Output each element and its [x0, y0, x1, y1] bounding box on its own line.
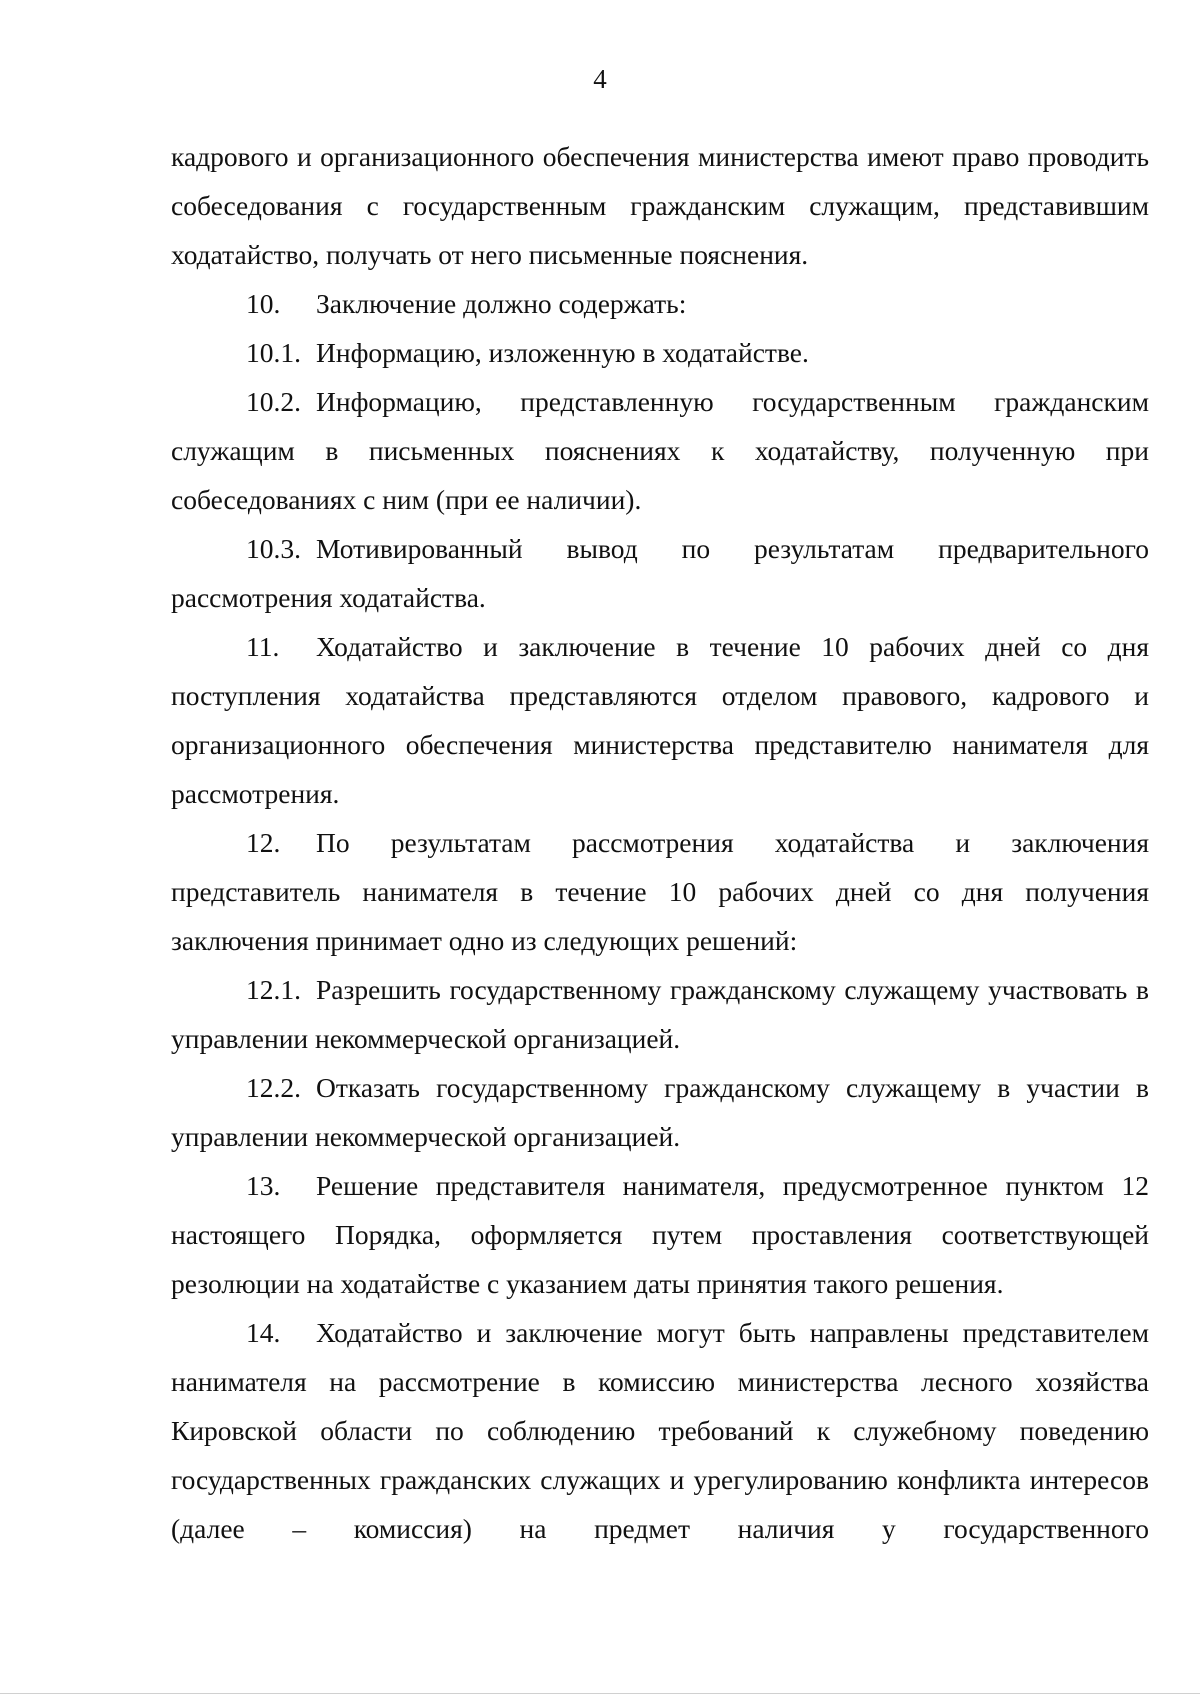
paragraph-text: Разрешить государственному гражданскому служащему участвовать в управлении некоммерческой организацией.	[171, 974, 1149, 1054]
paragraph-number: 12.1.	[246, 974, 301, 1005]
page-number: 4	[593, 64, 607, 94]
paragraph-text: Решение представителя нанимателя, предусмотренное пунктом 12 настоящего Порядка, оформляется путем проставления соответствующей резолюции на ходатайстве с указанием даты принятия такого решения.	[171, 1170, 1149, 1299]
paragraph-number: 10.1.	[246, 337, 301, 368]
paragraph-text: Мотивированный вывод по результатам предварительного рассмотрения ходатайства.	[171, 533, 1149, 613]
paragraph-number: 12.2.	[246, 1072, 301, 1103]
paragraph-12-1	[171, 965, 1149, 1063]
paragraph-number: 10.3.	[246, 533, 301, 564]
paragraph-14	[171, 1308, 1149, 1553]
paragraph-text: Информацию, изложенную в ходатайстве.	[316, 337, 809, 368]
paragraph-11	[171, 622, 1149, 818]
paragraph-number: 10.	[246, 288, 281, 319]
paragraph-text: По результатам рассмотрения ходатайства и заключения представитель нанимателя в течение 10 рабочих дней со дня получения заключения принимает одно из следующих решений:	[171, 827, 1149, 956]
paragraph-10-3	[171, 524, 1149, 622]
paragraph-text: Информацию, представленную государственным гражданским служащим в письменных пояснениях к ходатайству, полученную при собеседованиях с ним (при ее наличии).	[171, 386, 1149, 515]
paragraph-number: 13.	[246, 1170, 281, 1201]
paragraph-text: кадрового и организационного обеспечения министерства имеют право проводить собеседования с государственным гражданским служащим, представившим ходатайство, получать от него письменные пояснения.	[171, 141, 1149, 270]
paragraph-10-2	[171, 377, 1149, 524]
paragraph-13	[171, 1161, 1149, 1308]
scan-edge-line	[0, 1693, 1200, 1694]
paragraph-12-2	[171, 1063, 1149, 1161]
document-body	[171, 132, 1149, 1553]
paragraph-text: Ходатайство и заключение могут быть направлены представителем нанимателя на рассмотрение в комиссию министерства лесного хозяйства Кировской области по соблюдению требований к служебному поведению государственных гражданских служащих и урегулированию конфликта интересов (далее – комиссия) на предмет наличия у государственного	[171, 1317, 1149, 1544]
paragraph-text: Ходатайство и заключение в течение 10 рабочих дней со дня поступления ходатайства представляются отделом правового, кадрового и организационного обеспечения министерства представителю нанимателя для рассмотрения.	[171, 631, 1149, 809]
paragraph-10-1	[171, 328, 1149, 377]
paragraph-text: Отказать государственному гражданскому служащему в участии в управлении некоммерческой организацией.	[171, 1072, 1149, 1152]
paragraph-number: 11.	[246, 631, 280, 662]
paragraph-number: 12.	[246, 827, 281, 858]
paragraph-10	[171, 279, 1149, 328]
paragraph-text: Заключение должно содержать:	[316, 288, 687, 319]
paragraph-number: 10.2.	[246, 386, 301, 417]
paragraph-continuation	[171, 132, 1149, 279]
paragraph-12	[171, 818, 1149, 965]
paragraph-number: 14.	[246, 1317, 281, 1348]
